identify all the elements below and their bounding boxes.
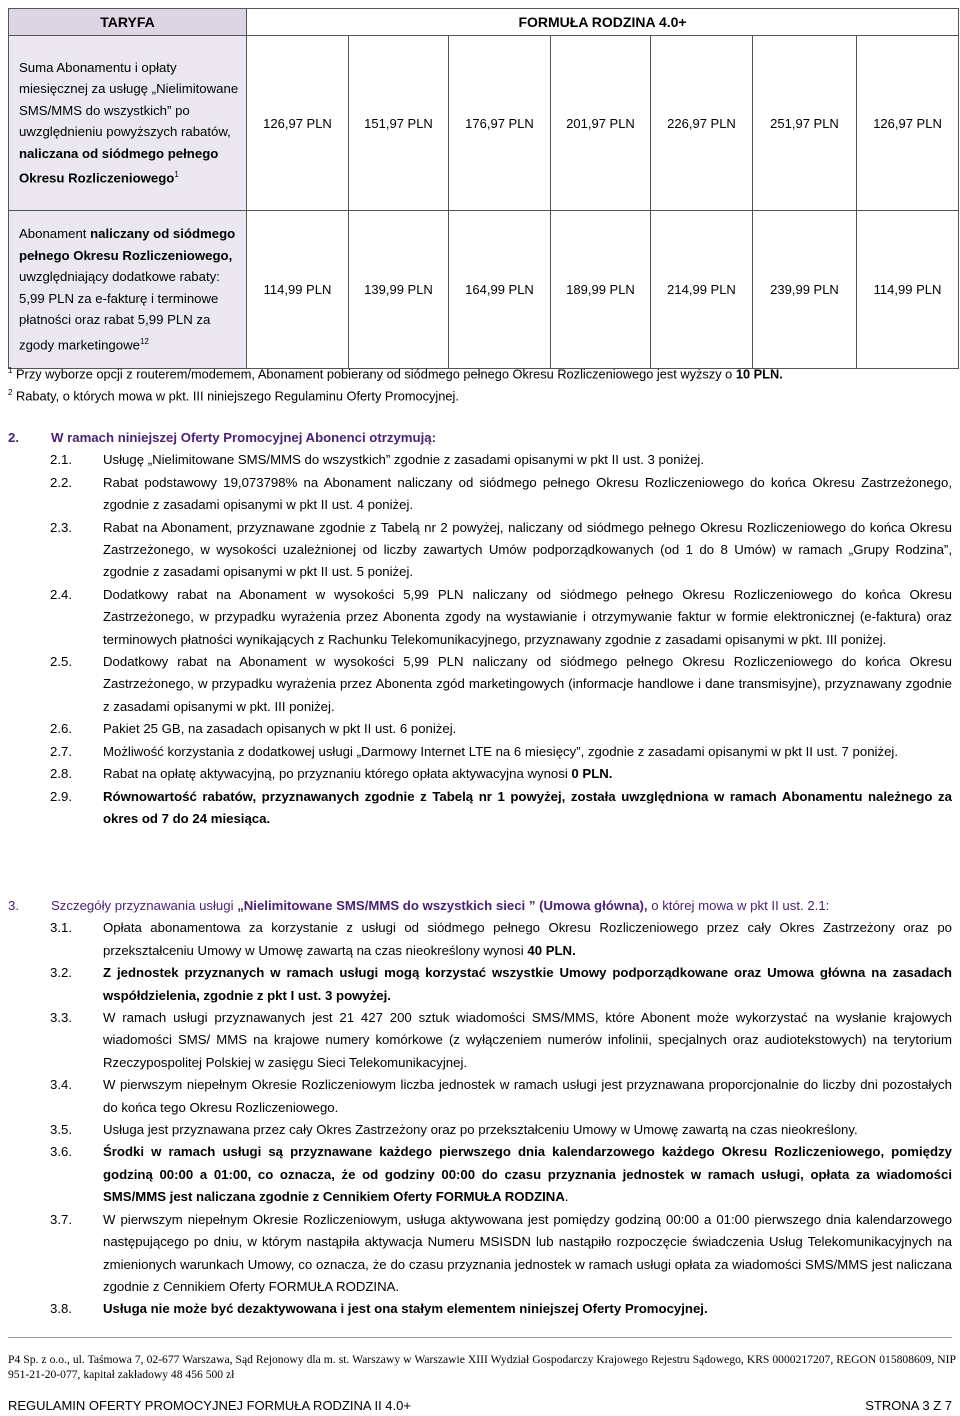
list-item [8, 917, 952, 962]
section-heading [8, 427, 952, 449]
section-items [8, 917, 952, 1320]
text-run: Dodatkowy rabat na Abonament w wysokości 5,99 PLN naliczany od siódmego pełnego Okresu Rozliczeniowego do końca Okresu Zastrzeżonego, w przypadku wyrażenia przez Abonenta zgody na wystawianie i otrzymywanie faktur w formie elektronicznej (e-faktura) oraz terminowych płatności wynikających z Rachunku Telekomunikacyjnego, przyznawany zgodnie z zasadami opisanymi w pkt. III poniżej. [103, 586, 952, 647]
table-header-row [9, 9, 959, 36]
section-2 [8, 427, 952, 830]
item-number: 2.8. [50, 766, 72, 782]
tariff-table [8, 8, 959, 369]
item-text [103, 475, 952, 512]
text-run: W pierwszym niepełnym Okresie Rozliczeniowym liczba jednostek w ramach usługi jest przyznawana proporcjonalnie do liczby dni pozostałych do końca tego Okresu Rozliczeniowego. [103, 1077, 952, 1115]
item-text [103, 721, 456, 736]
text-run: . [564, 1189, 569, 1205]
list-item [8, 1119, 952, 1141]
footnote-2 [8, 384, 459, 405]
item-number: 3.1. [50, 920, 72, 936]
text-run: Możliwość korzystania z dodatkowej usługi „Darmowy Internet LTE na 6 miesięcy”, zgodnie z zasadami opisanymi w pkt II ust. 7 poniżej. [103, 743, 899, 759]
item-number: 2.2. [50, 474, 72, 490]
text-run: Z jednostek przyznanych w ramach usługi mogą korzystać wszystkie Umowy podporządkowane oraz Umowa główna na zasadach współdzielenia, zgodnie z pkt I ust. 3 powyżej. [103, 965, 952, 1003]
list-item [8, 718, 952, 740]
list-item [8, 1007, 952, 1074]
item-number: 3.5. [50, 1122, 72, 1138]
price-cell: 126,97 PLN [857, 36, 959, 211]
price-cell: 114,99 PLN [247, 211, 349, 369]
text-run: W pierwszym niepełnym Okresie Rozliczeniowym, usługa aktywowana jest pomiędzy godziną 00:00 a 01:00 pierwszego dnia kalendarzowego następującego po dniu, w którym nastąpiła aktywacja Numeru MSISDN lub nastąpiło rozpoczęcie świadczenia Usług Telekomunikacyjnych na zmienionych warunkach Umowy, co oznacza, że do czasu przyznania jednostek w ramach usługi opłata za wiadomości SMS/MMS jest naliczana zgodnie z Cennikiem Oferty FORMUŁA RODZINA. [103, 1211, 952, 1294]
footnote-ref: 12 [139, 336, 149, 346]
text-run: Opłata abonamentowa za korzystanie z usługi od siódmego pełnego Okresu Rozliczeniowego przez cały Okres Zastrzeżony oraz po przekształceniu Umowy w Umowę zawartą na czas nieokreślony wynosi [103, 920, 952, 958]
list-item [8, 584, 952, 651]
item-number: 3.6. [50, 1144, 72, 1160]
table-row-subscription [9, 211, 959, 369]
list-item [8, 1298, 952, 1320]
item-number: 2.3. [50, 519, 72, 535]
section-number: 2. [8, 430, 19, 445]
item-number: 3.4. [50, 1077, 72, 1093]
item-text [103, 1144, 952, 1204]
list-item [8, 1209, 952, 1299]
item-text [103, 789, 952, 826]
footnote-number: 1 [8, 366, 13, 375]
text-run: o której mowa w pkt II ust. 2.1: [647, 898, 830, 913]
item-text [103, 452, 704, 467]
text-run: „Nielimitowane SMS/MMS do wszystkich sieci ” (Umowa główna), [237, 898, 648, 913]
row-label [9, 36, 247, 211]
text-run: 40 PLN. [527, 942, 576, 958]
list-item [8, 962, 952, 1007]
item-text [103, 965, 952, 1002]
item-number: 2.1. [50, 452, 72, 468]
item-text [103, 1212, 952, 1294]
price-cell: 201,97 PLN [551, 36, 651, 211]
text-run: naliczany od siódmego pełnego Okresu Rozliczeniowego, [19, 226, 236, 263]
text-run: Pakiet 25 GB, na zasadach opisanych w pkt II ust. 6 poniżej. [103, 721, 457, 737]
footer-address: P4 Sp. z o.o., ul. Taśmowa 7, 02-677 Warszawa, Sąd Rejonowy dla m. st. Warszawy w Warszawie XIII Wydział Gospodarczy Krajowego Rejestru Sądowego, KRS 0000217207, REGON 015808609, NIP 951-21-20-077, kapitał zakładowy 48 456 500 zł [8, 1353, 956, 1381]
item-text [103, 1122, 858, 1137]
item-text [103, 520, 952, 580]
text-run: Równowartość rabatów, przyznawanych zgodnie z Tabelą nr 1 powyżej, została uwzględniona w ramach Abonamentu należnego za okres od 7 do 24 miesiąca. [103, 788, 952, 826]
section-3 [8, 895, 952, 1321]
item-text [103, 587, 952, 647]
footnote-text: Rabaty, o których mowa w pkt. III niniejszego Regulaminu Oferty Promocyjnej. [16, 388, 459, 404]
list-item [8, 786, 952, 831]
header-taryfa: TARYFA [9, 9, 247, 36]
item-text [103, 1077, 952, 1114]
price-cell: 251,97 PLN [753, 36, 857, 211]
item-number: 3.8. [50, 1301, 72, 1317]
price-cell: 164,99 PLN [449, 211, 551, 369]
item-text [103, 766, 612, 781]
text-run: Usługa jest przyznawana przez cały Okres Zastrzeżony oraz po przekształceniu Umowy w Umowę zawartą na czas nieokreślony. [103, 1122, 858, 1138]
section-heading [8, 895, 952, 917]
text-run: Szczegóły przyznawania usługi [51, 898, 238, 913]
footnote-text: Przy wyborze opcji z routerem/modemem, Abonament pobierany od siódmego pełnego Okresu Rozliczeniowego jest wyższy o [16, 366, 736, 382]
header-plan-name: FORMUŁA RODZINA 4.0+ [247, 9, 959, 36]
price-cell: 151,97 PLN [349, 36, 449, 211]
footnote-1 [8, 362, 783, 383]
item-number: 3.3. [50, 1010, 72, 1026]
price-cell: 189,99 PLN [551, 211, 651, 369]
list-item [8, 741, 952, 763]
item-text [103, 920, 952, 957]
section-number: 3. [8, 898, 19, 913]
price-cell: 139,99 PLN [349, 211, 449, 369]
item-number: 2.5. [50, 654, 72, 670]
text-run: Usługa nie może być dezaktywowana i jest ona stałym elementem niniejszej Oferty Promocyjnej. [103, 1301, 708, 1317]
footer-divider [8, 1337, 952, 1338]
list-item [8, 1141, 952, 1208]
section-items [8, 449, 952, 830]
item-text [103, 744, 898, 759]
item-text [103, 654, 952, 714]
table-row-sum [9, 36, 959, 211]
text-run: uwzględniający dodatkowe rabaty: 5,99 PLN za e-fakturę i terminowe płatności oraz rabat 5,99 PLN za zgody marketingowe [19, 269, 220, 353]
page-number: STRONA 3 Z 7 [865, 1398, 952, 1413]
text-run: naliczana od siódmego pełnego Okresu Rozliczeniowego [19, 145, 219, 186]
text-run: Rabat na Abonament, przyznawane zgodnie z Tabelą nr 2 powyżej, naliczany od siódmego pełnego Okresu Rozliczeniowego do końca Okresu Zastrzeżonego, w wysokości uzależnionej od liczby zawartych Umów podporządkowanych (od 1 do 8 Umów) w ramach „Grupy Rodzina”, zgodnie z zasadami opisanymi w pkt II ust. 5 poniżej. [103, 519, 952, 580]
list-item [8, 651, 952, 718]
text-run: W ramach usługi przyznawanych jest 21 427 200 sztuk wiadomości SMS/MMS, które Abonent może wykorzystać na wysłanie krajowych wiadomości SMS/ MMS na krajowe numery komórkowe (z wyłączeniem numerów infolinii, specjalnych oraz audiotekstowych) na terytorium Rzeczypospolitej Polskiej w zasięgu Sieci Telekomunikacyjnej. [103, 1010, 952, 1070]
price-cell: 176,97 PLN [449, 36, 551, 211]
price-cell: 239,99 PLN [753, 211, 857, 369]
item-text [103, 1301, 708, 1316]
item-number: 3.7. [50, 1211, 72, 1227]
price-cell: 214,99 PLN [651, 211, 753, 369]
section-title [51, 898, 829, 913]
text-run: Suma Abonamentu i opłaty miesięcznej za usługę „Nielimitowane SMS/MMS do wszystkich” po uwzględnieniu powyższych rabatów, [19, 59, 239, 140]
price-cell: 226,97 PLN [651, 36, 753, 211]
text-run: 0 PLN. [571, 766, 613, 782]
item-number: 2.4. [50, 586, 72, 602]
list-item [8, 763, 952, 785]
footnote-ref: 1 [174, 170, 179, 180]
text-run: Rabat na opłatę aktywacyjną, po przyznaniu którego opłata aktywacyjna wynosi [103, 766, 572, 782]
item-number: 2.9. [50, 788, 72, 804]
text-run: Środki w ramach usługi są przyznawane każdego pierwszego dnia kalendarzowego każdego Okresu Rozliczeniowego, pomiędzy godziną 00:00 a 01:00, co oznacza, że od godziny 00:00 do czasu przyznania jednostek w ramach usługi, opłata za wiadomości SMS/MMS jest naliczana zgodnie z Cennikiem Oferty FORMUŁA RODZINA [103, 1144, 952, 1205]
text-run: Usługę „Nielimitowane SMS/MMS do wszystkich” zgodnie z zasadami opisanymi w pkt II ust. 3 poniżej. [103, 452, 704, 468]
item-text [103, 1010, 952, 1070]
item-number: 2.6. [50, 721, 72, 737]
footnote-number: 2 [8, 388, 13, 397]
section-title: W ramach niniejszej Oferty Promocyjnej Abonenci otrzymują: [51, 430, 436, 445]
text-run: Abonament [19, 226, 91, 242]
price-cell: 126,97 PLN [247, 36, 349, 211]
list-item [8, 1074, 952, 1119]
list-item [8, 517, 952, 584]
document-title: REGULAMIN OFERTY PROMOCYJNEJ FORMUŁA RODZINA II 4.0+ [8, 1398, 411, 1413]
list-item [8, 449, 952, 471]
list-item [8, 472, 952, 517]
text-run: Dodatkowy rabat na Abonament w wysokości 5,99 PLN naliczany od siódmego pełnego Okresu Rozliczeniowego do końca Okresu Zastrzeżonego, w przypadku wyrażenia przez Abonenta zgód marketingowych (informacje handlowe i dane transmisyjne), przyznawany zgodnie z zasadami opisanymi w pkt. III poniżej. [103, 654, 952, 714]
price-cell: 114,99 PLN [857, 211, 959, 369]
text-run: Rabat podstawowy 19,073798% na Abonament naliczany od siódmego pełnego Okresu Rozliczeniowego do końca Okresu Zastrzeżonego, zgodnie z zasadami opisanymi w pkt II ust. 4 poniżej. [103, 474, 952, 513]
footnote-bold: 10 PLN. [735, 366, 783, 382]
item-number: 3.2. [50, 965, 72, 981]
row-label [9, 211, 247, 369]
item-number: 2.7. [50, 743, 72, 759]
